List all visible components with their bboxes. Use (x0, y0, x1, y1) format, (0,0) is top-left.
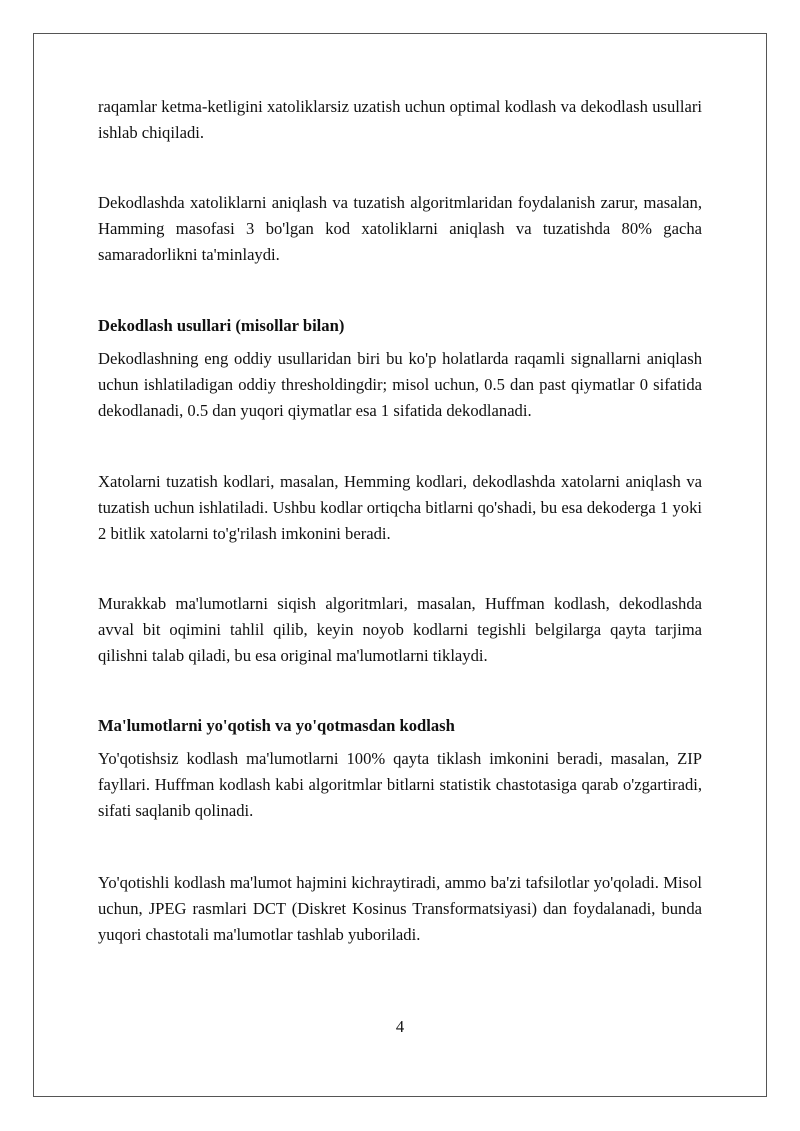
paragraph-huffman-decoding: Murakkab ma'lumotlarni siqish algoritmlari, masalan, Huffman kodlash, dekodlashda avval bit oqimini tahlil qilib, keyin noyob kodlarni tegishli belgilarga qayta tarjima qilishni talab qiladi, bu esa original ma'lumotlarni tiklaydi. (98, 594, 702, 665)
paragraph-lossless-coding: Yo'qotishsiz kodlash ma'lumotlarni 100% qayta tiklash imkonini beradi, masalan, ZIP fayllari. Huffman kodlash kabi algoritmlar bitlarni statistik chastotasiga qarab o'zgartiradi, sifati saqlanib qolinadi. (98, 749, 702, 820)
paragraph-error-correcting-codes: Xatolarni tuzatish kodlari, masalan, Hemming kodlari, dekodlashda xatolarni aniqlash va tuzatish uchun ishlatiladi. Ushbu kodlar ortiqcha bitlarni qo'shadi, bu esa dekoderga 1 yoki 2 bitlik xatolarni to'g'rilash imkonini beradi. (98, 472, 702, 543)
page-number: 4 (395, 1017, 405, 1036)
paragraph-lossy-coding: Yo'qotishli kodlash ma'lumot hajmini kichraytiradi, ammo ba'zi tafsilotlar yo'qoladi. Misol uchun, JPEG rasmlari DCT (Diskret Kosinus Transformatsiyasi) dan foydalanadi, bunda yuqori chastotali ma'lumotlar tashlab yuboriladi. (98, 873, 702, 944)
paragraph-hamming-distance: Dekodlashda xatoliklarni aniqlash va tuzatish algoritmlaridan foydalanish zarur, masalan, Hamming masofasi 3 bo'lgan kod xatoliklarni aniqlash va tuzatishda 80% gacha samaradorlikni ta'minlaydi. (98, 193, 702, 264)
section-heading-lossy-lossless: Ma'lumotlarni yo'qotish va yo'qotmasdan kodlash (98, 716, 455, 735)
section-heading-decoding-methods: Dekodlash usullari (misollar bilan) (98, 316, 345, 335)
paragraph-intro-continuation: raqamlar ketma-ketligini xatoliklarsiz uzatish uchun optimal kodlash va dekodlash usullari ishlab chiqiladi. (98, 97, 702, 142)
document-body (98, 94, 702, 948)
paragraph-thresholding: Dekodlashning eng oddiy usullaridan biri bu ko'p holatlarda raqamli signallarni aniqlash uchun ishlatiladigan oddiy thresholdingdir; misol uchun, 0.5 dan past qiymatlar 0 sifatida dekodlanadi, 0.5 dan yuqori qiymatlar esa 1 sifatida dekodlanadi. (98, 349, 702, 420)
